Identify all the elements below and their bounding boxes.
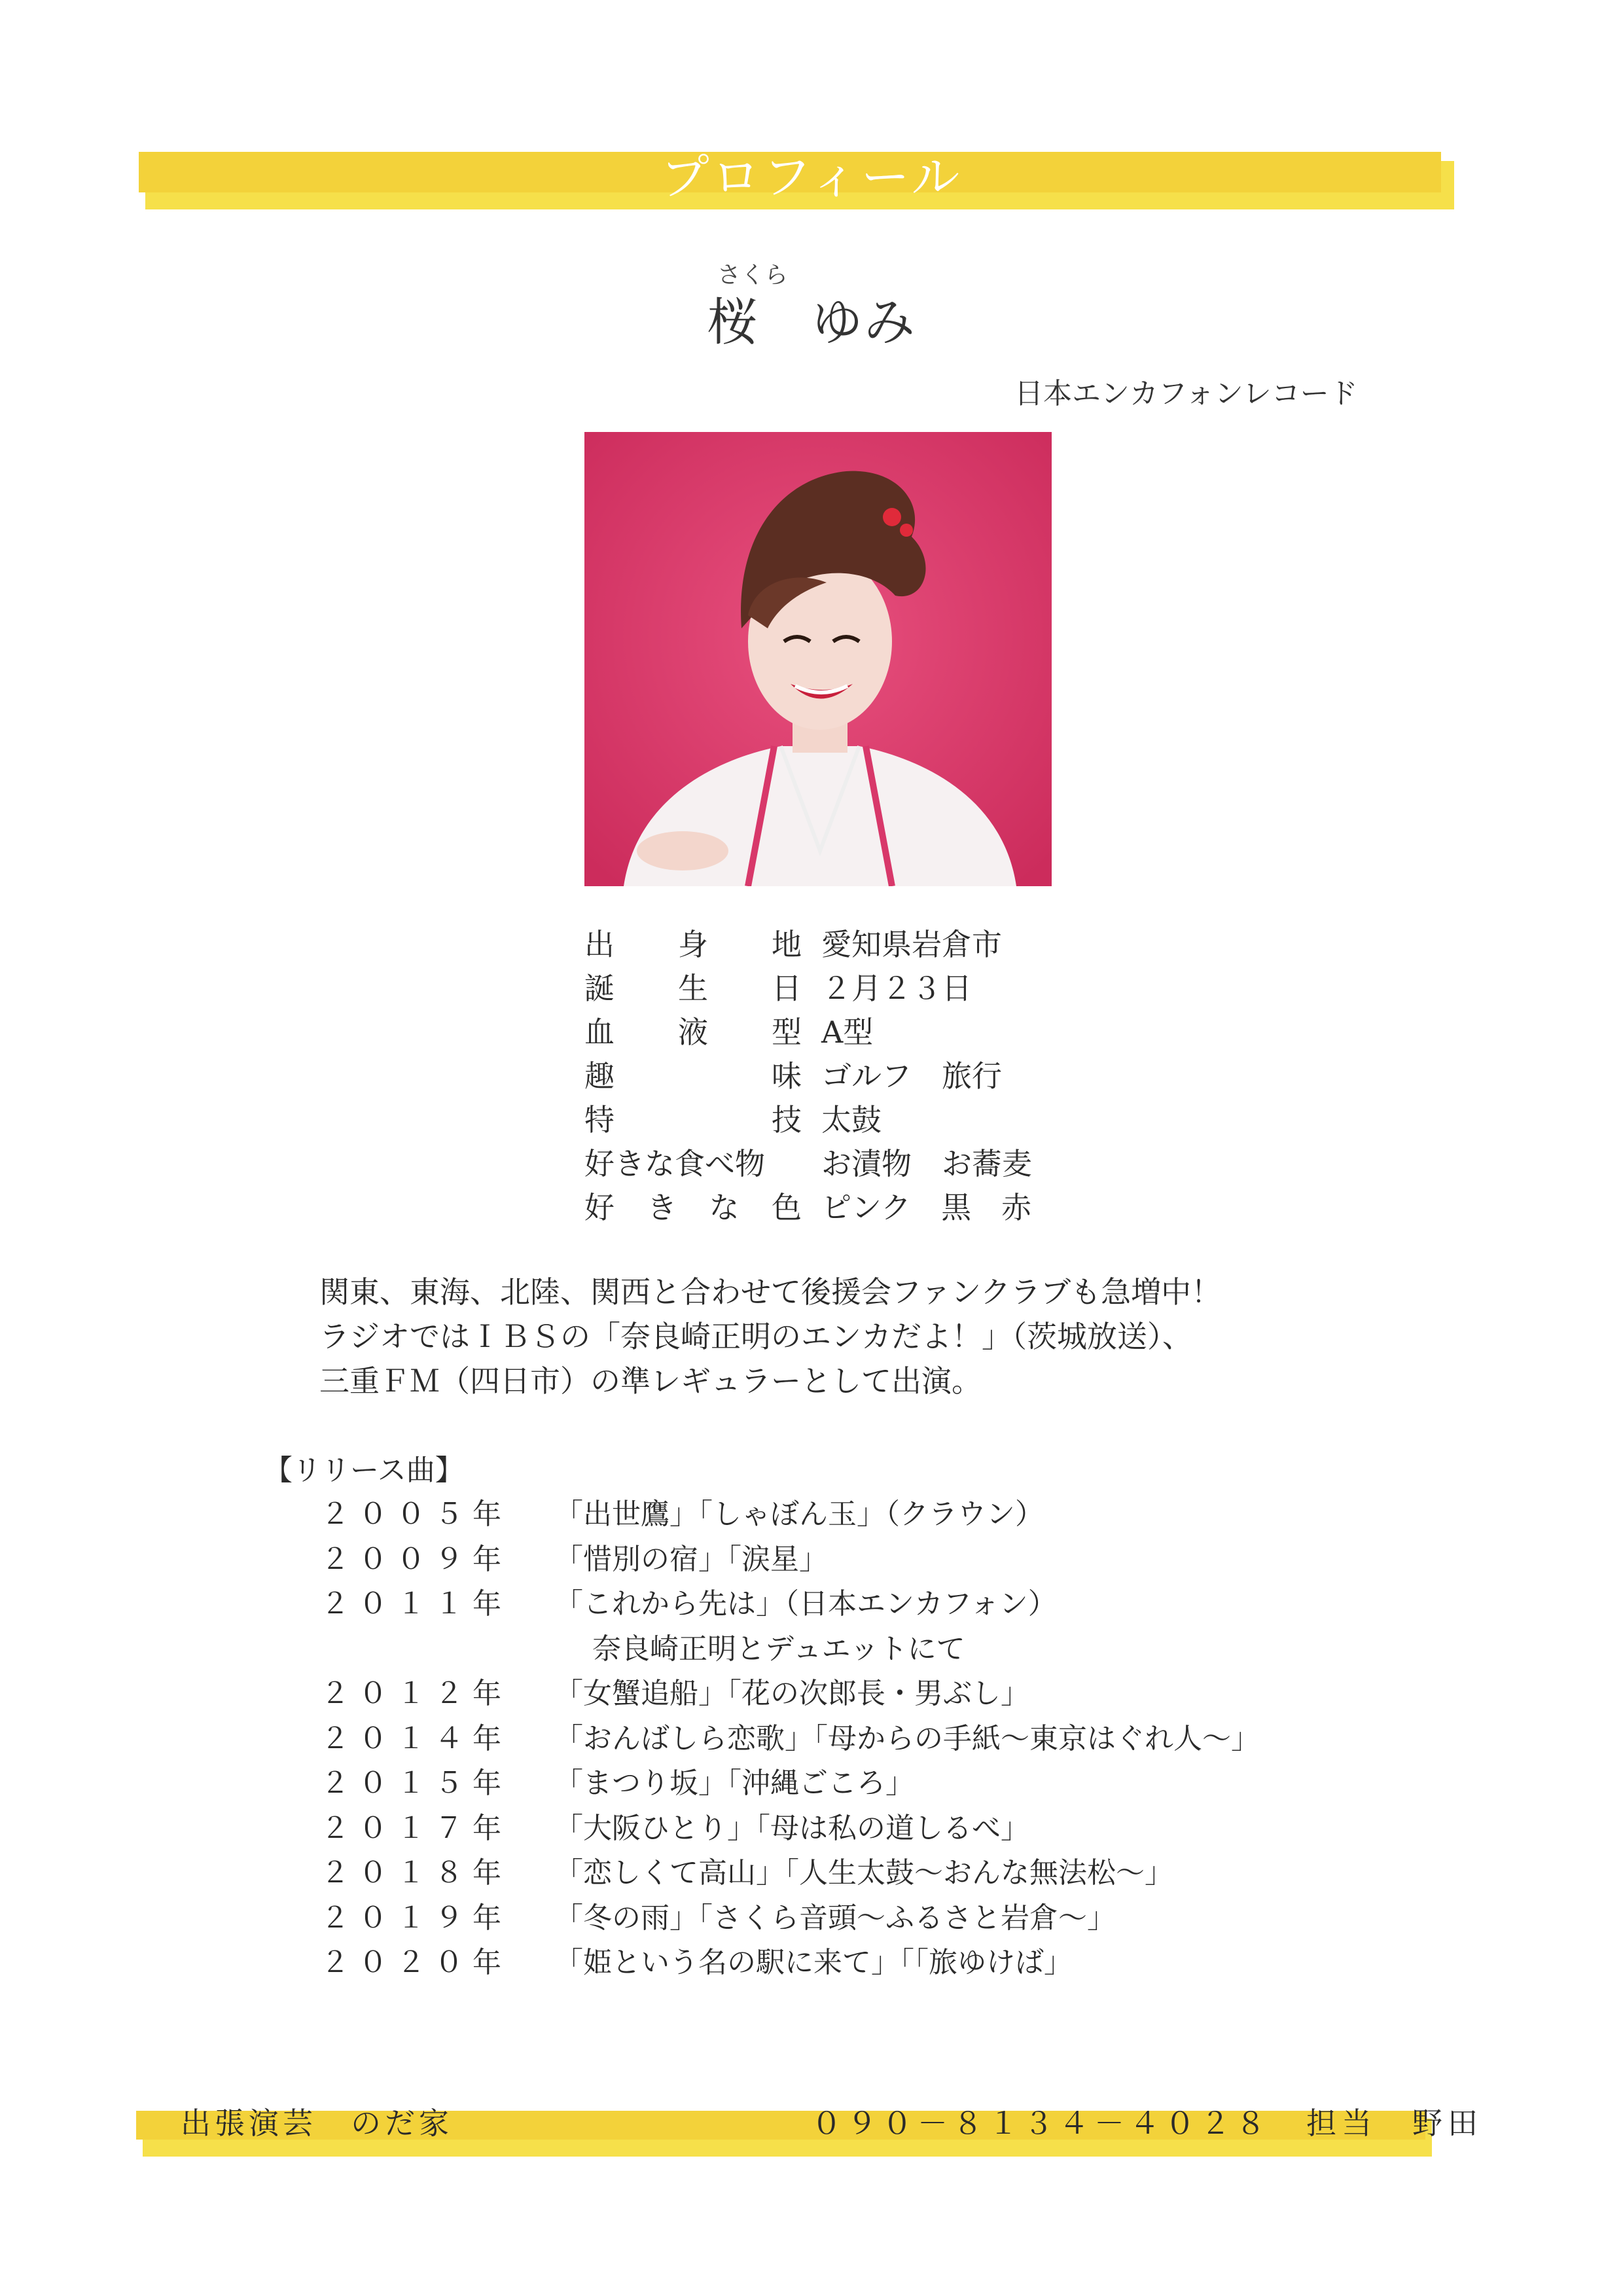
release-title: 「冬の雨」「さくら音頭〜ふるさと岩倉〜」 [554, 1901, 1116, 1935]
release-year [321, 1627, 554, 1672]
profile-key-char: 身 [678, 927, 708, 962]
release-row [321, 1761, 1260, 1806]
release-year: ２０１７年 [321, 1811, 510, 1845]
release-title: 「まつり坂」「沖縄ごころ」 [554, 1767, 914, 1800]
release-year: ２００５年 [321, 1498, 510, 1531]
release-title: 「大阪ひとり」「母は私の道しるべ」 [554, 1811, 1029, 1845]
profile-key-char: 好 [584, 1190, 615, 1225]
profile-key [584, 1054, 815, 1098]
profile-value: ゴルフ 旅行 [821, 1058, 1002, 1094]
profile-row [584, 967, 1032, 1011]
profile-row [584, 1186, 1032, 1230]
profile-value: 愛知県岩倉市 [821, 927, 1002, 962]
profile-key-char: 特 [584, 1102, 615, 1138]
profile-key-char: な [709, 1190, 740, 1225]
release-year: ２０１２年 [321, 1677, 510, 1710]
profile-value: ２月２３日 [821, 971, 972, 1006]
profile-key [584, 967, 815, 1011]
profile-table [584, 923, 1032, 1230]
release-year: ２０１１年 [321, 1587, 510, 1621]
profile-key-char: 技 [772, 1102, 802, 1138]
release-year: ２０２０年 [321, 1946, 510, 1979]
release-title: 「おんばしら恋歌」「母からの手紙〜東京はぐれ人〜」 [554, 1721, 1260, 1755]
intro-line: ラジオではＩＢＳの「奈良崎正明のエンカだよ！」（茨城放送）、 [319, 1319, 1192, 1354]
profile-key-char: 出 [584, 927, 615, 962]
profile-key [584, 1098, 815, 1142]
release-row [321, 1851, 1260, 1896]
release-row [321, 1896, 1260, 1941]
profile-key-char: 色 [771, 1190, 802, 1225]
name-furigana: さくら [717, 262, 788, 289]
release-row [321, 1806, 1260, 1852]
releases-heading: 【リリース曲】 [264, 1454, 464, 1487]
profile-value: 太鼓 [821, 1102, 882, 1138]
profile-key [584, 1011, 815, 1054]
release-row [321, 1582, 1260, 1627]
intro-paragraph [319, 1270, 1221, 1403]
release-year: ２０１８年 [321, 1856, 510, 1890]
record-label: 日本エンカフォンレコード [1014, 377, 1358, 410]
release-year: ２０１５年 [321, 1767, 510, 1800]
release-row [321, 1537, 1260, 1583]
profile-value: ピンク 黒 赤 [821, 1190, 1032, 1225]
profile-value: お漬物 お蕎麦 [821, 1146, 1032, 1181]
profile-key-char: 生 [678, 971, 708, 1006]
profile-key-char: き [647, 1190, 677, 1225]
profile-key-char: 型 [772, 1014, 802, 1050]
profile-key [584, 1186, 815, 1230]
release-year: ２００９年 [321, 1542, 510, 1576]
release-title: 「女蟹追船」「花の次郎長・男ぶし」 [554, 1677, 1029, 1710]
profile-key [584, 1142, 815, 1186]
artist-name: 桜 ゆみ [706, 293, 916, 352]
profile-row [584, 1054, 1032, 1098]
release-year: ２０１４年 [321, 1721, 510, 1755]
release-title: 「これから先は」（日本エンカフォン） [554, 1587, 1057, 1621]
profile-key-char: 血 [584, 1014, 615, 1050]
intro-line: 三重ＦＭ（四日市）の準レギュラーとして出演。 [319, 1363, 982, 1399]
release-title: 奈良崎正明とデュエットにて [554, 1632, 965, 1666]
release-row [321, 1492, 1260, 1537]
profile-row [584, 923, 1032, 967]
footer-company: 出張演芸 のだ家 [181, 2106, 453, 2141]
profile-row [584, 1011, 1032, 1054]
release-row [321, 1941, 1260, 1986]
intro-line: 関東、東海、北陸、関西と合わせて後援会ファンクラブも急増中！ [319, 1274, 1222, 1310]
release-title: 「恋しくて高山」「人生太鼓〜おんな無法松〜」 [554, 1856, 1173, 1890]
release-title: 「姫という名の駅に来て」「「旅ゆけば」 [554, 1946, 1073, 1979]
artist-photo [584, 432, 1052, 886]
profile-key-char: 日 [772, 971, 802, 1006]
profile-key-char: 誕 [584, 971, 615, 1006]
page-title: プロフィール [660, 149, 963, 206]
release-row [321, 1627, 1260, 1672]
release-year: ２０１９年 [321, 1901, 510, 1935]
release-row [321, 1672, 1260, 1717]
footer-contact: ０９０－８１３４－４０２８ 担当 野田 [812, 2106, 1483, 2141]
release-title: 「出世鷹」「しゃぼん玉」（クラウン） [554, 1498, 1044, 1531]
profile-key-char: 好きな食べ物 [584, 1146, 765, 1181]
releases-list [321, 1492, 1260, 1986]
profile-key [584, 923, 815, 967]
profile-row [584, 1142, 1032, 1186]
profile-key-char: 味 [772, 1058, 802, 1094]
release-title: 「惜別の宿」「涙星」 [554, 1542, 828, 1576]
profile-key-char: 地 [772, 927, 802, 962]
profile-row [584, 1098, 1032, 1142]
profile-key-char: 液 [678, 1014, 708, 1050]
profile-key-char: 趣 [584, 1058, 615, 1094]
profile-value: A型 [821, 1014, 874, 1050]
release-row [321, 1717, 1260, 1762]
